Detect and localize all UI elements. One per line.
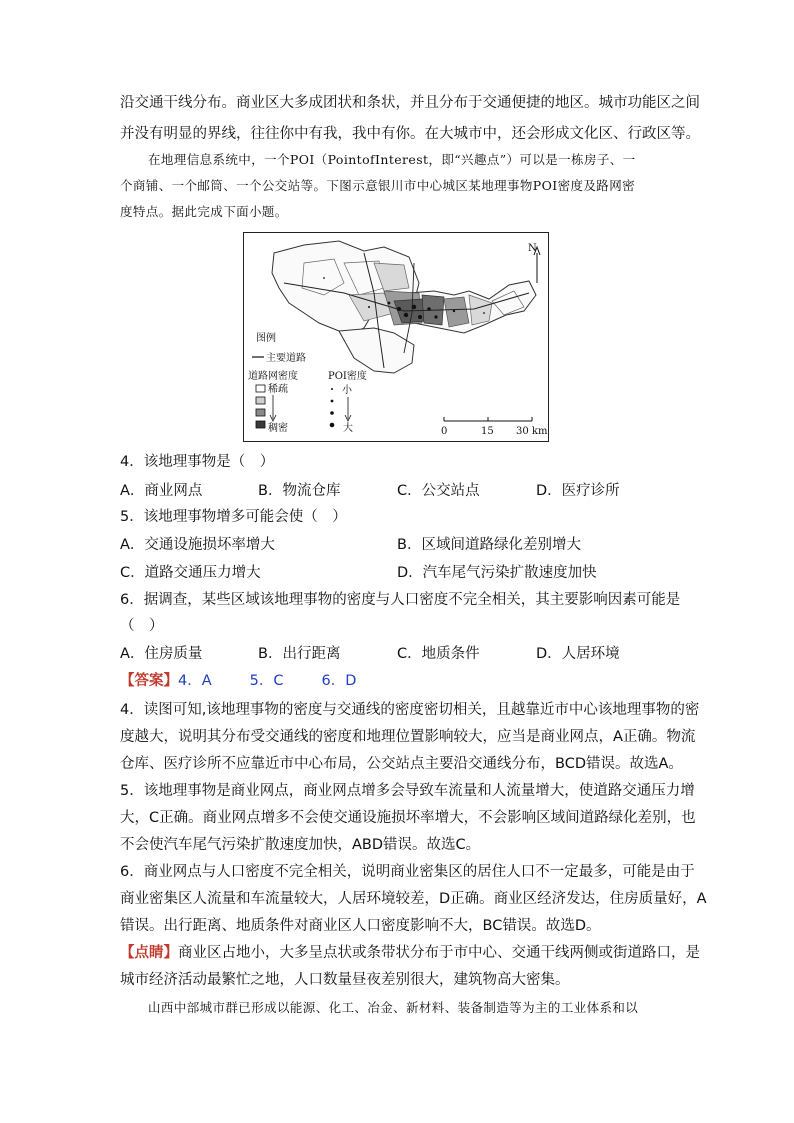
explanation-6-line-1: 6．商业网点与人口密度不完全相关，说明商业密集区的居住人口不一定最多，可能是由于 bbox=[120, 864, 695, 880]
q4-option-d: D．医疗诊所 bbox=[536, 483, 620, 499]
intro-line-2: 并没有明显的界线，往往你中有我，我中有你。在大城市中，还会形成文化区、行政区等。 bbox=[120, 126, 700, 142]
comment-text-1: 商业区占地小，大多呈点状或条带状分布于市中心、交通干线两侧或街道路口，是 bbox=[178, 945, 700, 961]
poi-legend-dot-1 bbox=[331, 388, 333, 390]
intro-line-1: 沿交通干线分布。商业区大多成团状和条状，并且分布于交通便捷的地区。城市功能区之间 bbox=[120, 95, 700, 111]
legend-sparse: 稀疏 bbox=[268, 384, 288, 395]
explanation-5-line-2: 大，C正确。商业网点增多不会使交通设施损坏率增大，不会影响区域间道路绿化差别，也 bbox=[120, 810, 696, 826]
material-line-1: 在地理信息系统中，一个POI（PointofInterest，即“兴趣点”）可以是一栋房子、一 bbox=[148, 152, 636, 167]
poi-legend-dot-3 bbox=[330, 411, 334, 415]
poi-dot bbox=[404, 313, 408, 317]
density-swatch-2 bbox=[256, 397, 265, 404]
explanation-6-line-2: 商业密集区人流量和车流量较大，人居环境较差，D正确。商业区经济发达，住房质量好，A bbox=[120, 891, 707, 907]
q6-option-b: B．出行距离 bbox=[258, 646, 341, 662]
explanation-5-line-3: 不会使汽车尾气污染扩散速度加快，ABD错误。故选C。 bbox=[120, 837, 481, 853]
poi-legend-dot-4 bbox=[330, 423, 335, 428]
next-material-line-1: 山西中部城市群已形成以能源、化工、冶金、新材料、装备制造等为主的工业体系和以 bbox=[148, 1000, 639, 1015]
comment-tag: 【点睛】 bbox=[120, 945, 178, 961]
poi-dot bbox=[434, 315, 437, 318]
scale-label-30: 30 km bbox=[516, 426, 548, 437]
q4-option-c: C．公交站点 bbox=[397, 483, 480, 499]
explanation-5-line-1: 5．该地理事物是商业网点，商业网点增多会导致车流量和人流量增大，使道路交通压力增 bbox=[120, 783, 695, 799]
explanation-6-line-3: 错误。出行距离、地质条件对商业区人口密度影响不大，BC错误。故选D。 bbox=[120, 918, 601, 934]
q5-option-c: C．道路交通压力增大 bbox=[120, 565, 261, 581]
south-district-outline bbox=[339, 328, 414, 373]
comment-line-1 bbox=[120, 943, 700, 963]
poi-dot bbox=[418, 315, 422, 319]
legend-poi-title: POI密度 bbox=[328, 371, 367, 382]
explanation-4-line-2: 度越大，说明其分布受交通线的密度和地理位置影响较大，应当是商业网点，A正确。物流 bbox=[120, 729, 696, 745]
answer-5: 5．C bbox=[249, 673, 284, 689]
poi-map-figure bbox=[243, 232, 549, 442]
material-line-2: 个商铺、一个邮筒、一个公交站等。下图示意银川市中心城区某地理事物POI密度及路网密 bbox=[120, 178, 635, 193]
poi-dot bbox=[412, 305, 416, 309]
poi-dot bbox=[368, 306, 370, 308]
legend-road-density-title: 道路网密度 bbox=[248, 371, 298, 382]
density-swatch-dense bbox=[256, 421, 265, 428]
poi-dot bbox=[388, 302, 391, 305]
explanation-4-line-1: 4．读图可知,该地理事物的密度与交通线的密度密切相关，且越靠近市中心该地理事物的密 bbox=[120, 702, 700, 718]
q4-option-a: A．商业网点 bbox=[120, 483, 203, 499]
scale-label-0: 0 bbox=[441, 426, 448, 437]
answer-4: 4．A bbox=[178, 673, 212, 689]
scale-bar bbox=[444, 417, 532, 421]
density-swatch-3 bbox=[256, 409, 265, 416]
scale-label-15: 15 bbox=[481, 426, 494, 437]
legend-title: 图例 bbox=[256, 333, 276, 344]
question-6-stem-2: （ ） bbox=[120, 618, 164, 634]
north-label: N bbox=[528, 243, 537, 254]
legend-dense: 稠密 bbox=[268, 423, 288, 434]
answer-row bbox=[120, 671, 356, 691]
answer-6: 6．D bbox=[321, 673, 357, 689]
legend-large: 大 bbox=[343, 423, 353, 434]
explanation-4-line-3: 仓库、医疗诊所不应靠近市中心布局，公交站点主要沿交通线分布，BCD错误。故选A。 bbox=[120, 756, 683, 772]
poi-dot bbox=[427, 307, 431, 311]
q6-option-a: A．住房质量 bbox=[120, 646, 203, 662]
poi-legend-dot-2 bbox=[331, 400, 334, 403]
question-4-stem: 4．该地理事物是（ ） bbox=[120, 454, 275, 470]
q5-option-d: D．汽车尾气污染扩散速度加快 bbox=[397, 565, 597, 581]
poi-dot bbox=[397, 307, 401, 311]
poi-map-svg bbox=[244, 233, 550, 443]
q4-option-b: B．物流仓库 bbox=[258, 483, 341, 499]
poi-dot bbox=[323, 277, 325, 279]
legend-main-road: 主要道路 bbox=[266, 353, 306, 364]
legend-small: 小 bbox=[342, 385, 352, 396]
comment-line-2: 城市经济活动最繁忙之地，人口数量昼夜差别很大，建筑物高大密集。 bbox=[120, 972, 570, 988]
q6-option-c: C．地质条件 bbox=[397, 646, 480, 662]
poi-dot bbox=[453, 310, 455, 312]
material-line-3: 度特点。据此完成下面小题。 bbox=[120, 204, 288, 219]
q5-option-b: B．区域间道路绿化差别增大 bbox=[397, 537, 581, 553]
answer-tag: 【答案】 bbox=[120, 673, 178, 689]
poi-dot bbox=[483, 312, 485, 314]
q6-option-d: D．人居环境 bbox=[536, 646, 620, 662]
question-6-stem: 6．据调查，某些区域该地理事物的密度与人口密度不完全相关，其主要影响因素可能是 bbox=[120, 592, 681, 608]
question-5-stem: 5．该地理事物增多可能会使（ ） bbox=[120, 509, 347, 525]
q5-option-a: A．交通设施损坏率增大 bbox=[120, 537, 275, 553]
density-swatch-sparse bbox=[256, 385, 265, 392]
